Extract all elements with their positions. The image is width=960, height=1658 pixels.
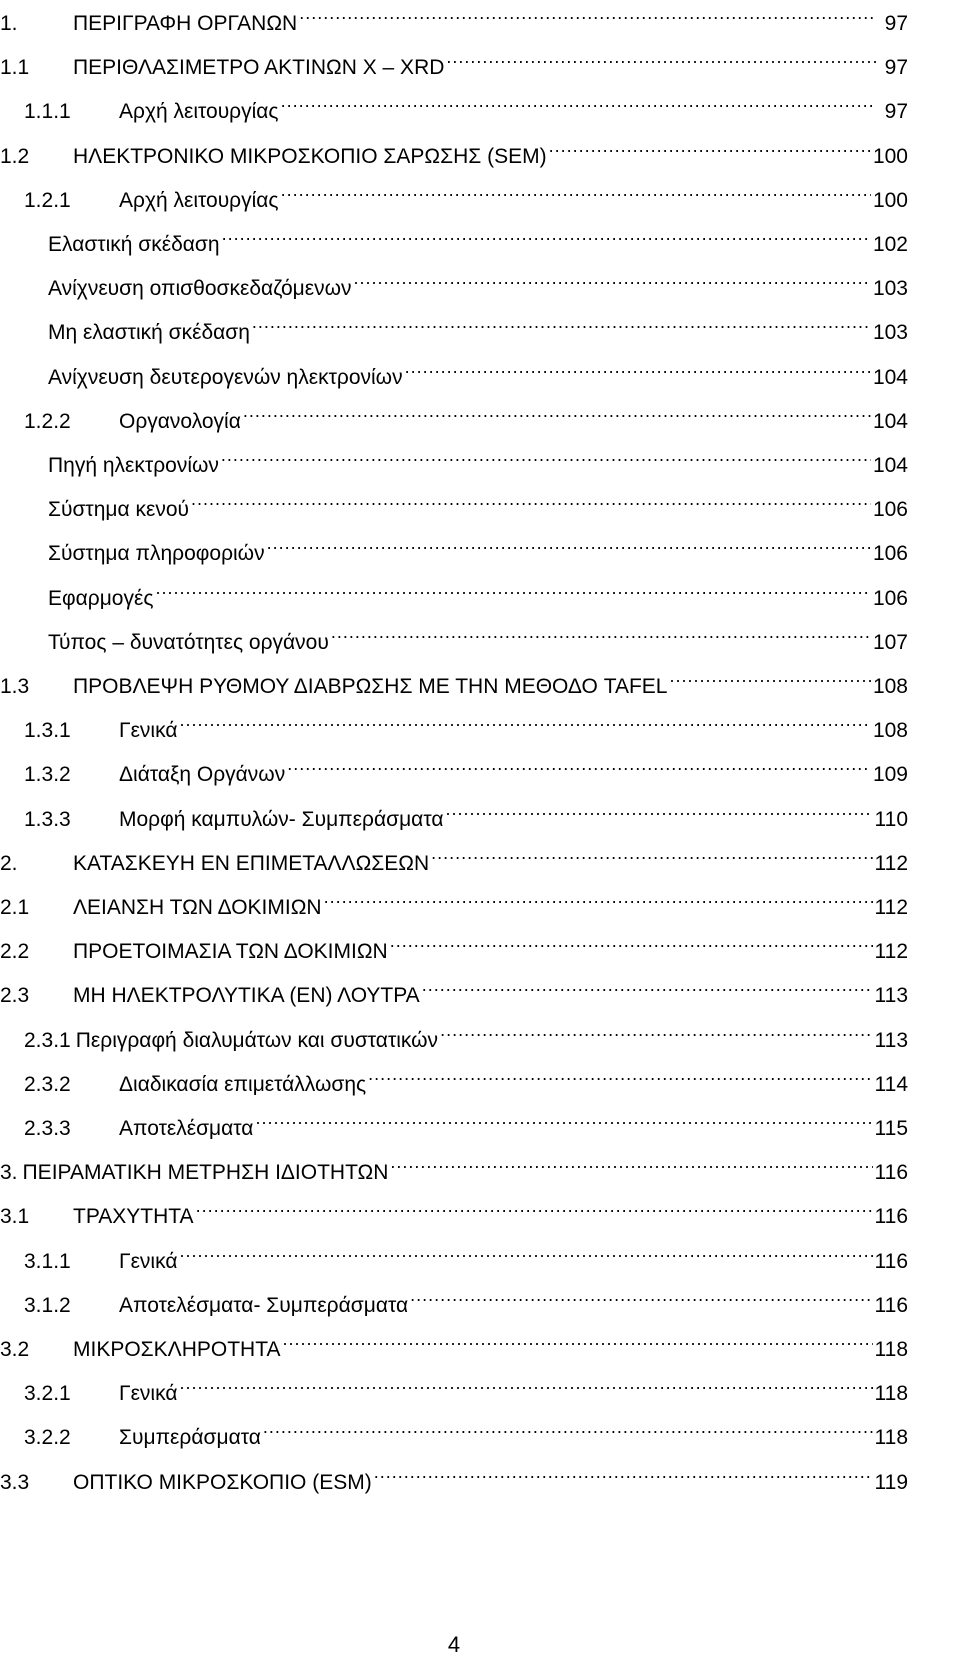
toc-entry-page: 114	[874, 1072, 908, 1096]
toc-entry-title: ΠΕΙΡΑΜΑΤΙΚΗ ΜΕΤΡΗΣΗ ΙΔΙΟΤΗΤΩΝ	[22, 1161, 389, 1185]
toc-entry-number: 1.2	[0, 144, 30, 168]
toc-entry-title: Συμπεράσματα	[119, 1426, 261, 1450]
toc-entry-title: Αποτελέσματα	[119, 1117, 254, 1140]
toc-entry-page: 116	[874, 1249, 908, 1273]
toc-entry[interactable]	[24, 707, 908, 743]
toc-entry-page: 112	[874, 851, 908, 875]
toc-entry-page: 115	[874, 1117, 908, 1140]
dot-leader	[221, 442, 871, 472]
dot-leader	[422, 972, 873, 1002]
toc-entry-title: ΠΡΟΕΤΟΙΜΑΣΙΑ ΤΩΝ ΔΟΚΙΜΙΩΝ	[73, 940, 388, 964]
toc-entry[interactable]	[48, 486, 908, 522]
dot-leader	[179, 707, 870, 737]
toc-entry-title: Οργανολογία	[119, 409, 241, 433]
dot-leader	[440, 1017, 872, 1047]
toc-entry[interactable]	[24, 1105, 908, 1140]
toc-entry-title: ΜΗ ΗΛΕΚΤΡΟΛΥΤΙΚΑ (ΕΝ) ΛΟΥΤΡΑ	[73, 984, 420, 1008]
toc-entry-title: ΠΕΡΙΘΛΑΣΙΜΕΤΡΟ ΑΚΤΙΝΩΝ Χ – XRD	[73, 56, 445, 80]
toc-entry-number: 1.	[0, 12, 18, 35]
toc-entry[interactable]	[24, 1414, 908, 1450]
toc-entry-page: 110	[874, 807, 908, 831]
toc-entry[interactable]	[0, 1193, 908, 1229]
toc-entry-page: 106	[872, 586, 908, 610]
toc-entry-number: 3.1.2	[24, 1293, 71, 1317]
toc-entry-number: 2.1	[0, 896, 30, 919]
toc-entry-page: 113	[874, 1028, 908, 1052]
dot-leader	[282, 1326, 872, 1356]
toc-entry-number: 1.3.3	[24, 807, 71, 831]
toc-entry-number: 1.3.2	[24, 763, 71, 787]
toc-entry[interactable]	[0, 0, 908, 35]
dot-leader	[431, 840, 872, 870]
toc-entry-title: ΗΛΕΚΤΡΟΝΙΚΟ ΜΙΚΡΟΣΚΟΠΙΟ ΣΑΡΩΣΗΣ (SEM)	[73, 144, 547, 168]
toc-entry[interactable]	[24, 1061, 908, 1096]
toc-entry[interactable]	[24, 1238, 908, 1273]
toc-entry-page: 116	[874, 1205, 908, 1229]
toc-entry[interactable]	[48, 619, 908, 654]
toc-entry-number: 1.1	[0, 56, 30, 80]
toc-entry-number: 2.3.1	[24, 1028, 71, 1052]
toc-entry-title: Μη ελαστική σκέδαση	[48, 321, 250, 345]
toc-entry[interactable]	[24, 1370, 908, 1406]
toc-entry-number: 3.2.1	[24, 1382, 71, 1406]
dot-leader	[179, 1370, 872, 1400]
toc-entry-page: 108	[872, 675, 908, 698]
toc-entry-page: 102	[872, 233, 908, 256]
toc-entry[interactable]	[0, 840, 908, 875]
toc-entry-number: 2.3	[0, 984, 30, 1008]
dot-leader	[549, 133, 871, 163]
toc-entry-title: Γενικά	[119, 719, 178, 743]
toc-entry[interactable]	[0, 928, 908, 964]
toc-entry[interactable]	[24, 1017, 908, 1052]
toc-entry-number: 3.3	[0, 1470, 30, 1494]
toc-entry-page: 118	[874, 1338, 908, 1361]
toc-entry-title: Ανίχνευση οπισθοσκεδαζόμενων	[48, 277, 352, 301]
toc-entry-page: 104	[872, 409, 908, 433]
toc-entry-title: Πηγή ηλεκτρονίων	[48, 454, 219, 477]
toc-entry[interactable]	[24, 398, 908, 433]
toc-entry-page: 100	[872, 144, 908, 168]
toc-entry-number: 2.	[0, 851, 18, 875]
dot-leader	[263, 1414, 873, 1444]
dot-leader	[390, 1149, 872, 1179]
dot-leader	[445, 796, 872, 826]
dot-leader	[281, 177, 871, 207]
toc-entry[interactable]	[0, 972, 908, 1008]
toc-entry[interactable]	[24, 1282, 908, 1317]
toc-entry[interactable]	[48, 309, 908, 345]
toc-entry[interactable]	[0, 1149, 908, 1185]
toc-entry-title: Τύπος – δυνατότητες οργάνου	[48, 630, 329, 654]
toc-entry-title: ΠΡΟΒΛΕΨΗ ΡΥΘΜΟΥ ΔΙΑΒΡΩΣΗΣ ΜΕ ΤΗΝ ΜΕΘΟΔΟ TAFEL	[73, 675, 668, 698]
toc-entry-title: Αρχή λειτουργίας	[119, 100, 279, 124]
toc-entry-number: 1.2.1	[24, 188, 71, 212]
toc-entry-page: 112	[874, 896, 908, 919]
toc-entry[interactable]	[0, 884, 908, 919]
toc-entry-title: Σύστημα κενού	[48, 498, 190, 522]
toc-entry[interactable]	[0, 44, 908, 80]
dot-leader	[196, 1193, 873, 1223]
dot-leader	[374, 1459, 873, 1489]
toc-entry-number: 1.3.1	[24, 719, 71, 743]
toc-entry[interactable]	[0, 663, 908, 698]
dot-leader	[222, 221, 871, 251]
toc-entry-number: 3.1	[0, 1205, 30, 1229]
dot-leader	[155, 575, 870, 605]
toc-entry[interactable]	[24, 751, 908, 787]
toc-entry-number: 3.1.1	[24, 1249, 71, 1273]
dot-leader	[281, 88, 876, 118]
dot-leader	[191, 486, 871, 516]
toc-entry[interactable]	[24, 177, 908, 212]
toc-entry-page: 103	[872, 321, 908, 345]
toc-entry-page: 107	[872, 630, 908, 654]
toc-entry-title: ΚΑΤΑΣΚΕΥΗ ΕΝ ΕΠΙΜΕΤΑΛΛΩΣΕΩΝ	[73, 851, 430, 875]
dot-leader	[331, 619, 871, 649]
toc-entry[interactable]	[48, 265, 908, 301]
toc-entry[interactable]	[48, 354, 908, 389]
toc-entry-number: 3.2	[0, 1338, 30, 1361]
toc-entry[interactable]	[48, 442, 908, 477]
toc-entry-number: 2.3.2	[24, 1072, 71, 1096]
toc-entry-title: ΛΕΙΑΝΣΗ ΤΩΝ ΔΟΚΙΜΙΩΝ	[73, 896, 322, 919]
toc-entry-page: 116	[874, 1161, 908, 1185]
dot-leader	[252, 309, 871, 339]
toc-entry-page: 97	[884, 56, 908, 80]
toc-entry-number: 2.3.3	[24, 1117, 71, 1140]
toc-entry-title: Γενικά	[119, 1382, 178, 1406]
dot-leader	[446, 44, 876, 74]
toc-entry[interactable]	[0, 1326, 908, 1361]
toc-entry[interactable]	[48, 221, 908, 256]
toc-entry[interactable]	[24, 88, 908, 124]
toc-entry-page: 106	[872, 498, 908, 522]
toc-entry-title: Σύστημα πληροφοριών	[48, 542, 265, 566]
toc-entry-title: ΟΠΤΙΚΟ ΜΙΚΡΟΣΚΟΠΙΟ (ESM)	[73, 1470, 372, 1494]
dot-leader	[669, 663, 870, 693]
toc-entry-title: ΜΙΚΡΟΣΚΛΗΡΟΤΗΤΑ	[73, 1338, 281, 1361]
toc-entry-number: 1.2.2	[24, 409, 71, 433]
dot-leader	[267, 530, 871, 560]
dot-leader	[368, 1061, 872, 1091]
dot-leader	[390, 928, 873, 958]
toc-entry[interactable]	[48, 575, 908, 610]
toc-entry[interactable]	[24, 796, 908, 831]
toc-entry-title: Αποτελέσματα- Συμπεράσματα	[119, 1293, 409, 1317]
toc-entry-number: 1.1.1	[24, 100, 71, 124]
toc-entry-page: 118	[874, 1382, 908, 1406]
dot-leader	[354, 265, 871, 295]
toc-entry-page: 108	[872, 719, 908, 743]
toc-entry-page: 116	[874, 1293, 908, 1317]
toc-entry-title: ΤΡΑΧΥΤΗΤΑ	[73, 1205, 194, 1229]
toc-entry-page: 104	[872, 454, 908, 477]
toc-entry-title: Διαδικασία επιμετάλλωσης	[119, 1072, 367, 1096]
toc-entry-page: 112	[874, 940, 908, 964]
toc-entry-title: Ανίχνευση δευτερογενών ηλεκτρονίων	[48, 365, 403, 389]
toc-entry-page: 104	[872, 365, 908, 389]
dot-leader	[299, 0, 876, 30]
toc-entry-title: Διάταξη Οργάνων	[119, 763, 286, 787]
toc-entry-number: 3.	[0, 1161, 18, 1185]
toc-entry-title: Ελαστική σκέδαση	[48, 233, 220, 256]
toc-entry[interactable]	[0, 133, 908, 168]
dot-leader	[179, 1238, 872, 1268]
toc-entry-page: 103	[872, 277, 908, 301]
toc-entry-title: Γενικά	[119, 1249, 178, 1273]
toc-entry-number: 3.2.2	[24, 1426, 71, 1450]
toc-entry-page: 113	[874, 984, 908, 1008]
toc-entry-title: Αρχή λειτουργίας	[119, 188, 279, 212]
page-number: 4	[447, 1632, 461, 1657]
toc-entry-page: 106	[872, 542, 908, 566]
dot-leader	[255, 1105, 872, 1135]
toc-entry-number: 2.2	[0, 940, 30, 964]
toc-entry-title: Εφαρμογές	[48, 586, 154, 610]
toc-entry-number: 1.3	[0, 675, 30, 698]
dot-leader	[243, 398, 871, 428]
toc-entry-title: ΠΕΡΙΓΡΑΦΗ ΟΡΓΑΝΩΝ	[73, 12, 298, 35]
toc-entry-page: 109	[872, 763, 908, 787]
dot-leader	[324, 884, 873, 914]
toc-entry-page: 97	[884, 12, 908, 35]
toc-entry-page: 118	[874, 1426, 908, 1450]
dot-leader	[287, 751, 871, 781]
toc-entry[interactable]	[0, 1459, 908, 1494]
toc-entry-page: 119	[874, 1470, 908, 1494]
dot-leader	[405, 354, 871, 384]
toc-entry-title: Μορφή καμπυλών- Συμπεράσματα	[119, 807, 444, 831]
toc-entry-page: 100	[872, 188, 908, 212]
dot-leader	[410, 1282, 872, 1312]
toc-entry[interactable]	[48, 530, 908, 566]
toc-entry-page: 97	[884, 100, 908, 124]
toc-entry-title: Περιγραφή διαλυμάτων και συστατικών	[75, 1028, 439, 1052]
